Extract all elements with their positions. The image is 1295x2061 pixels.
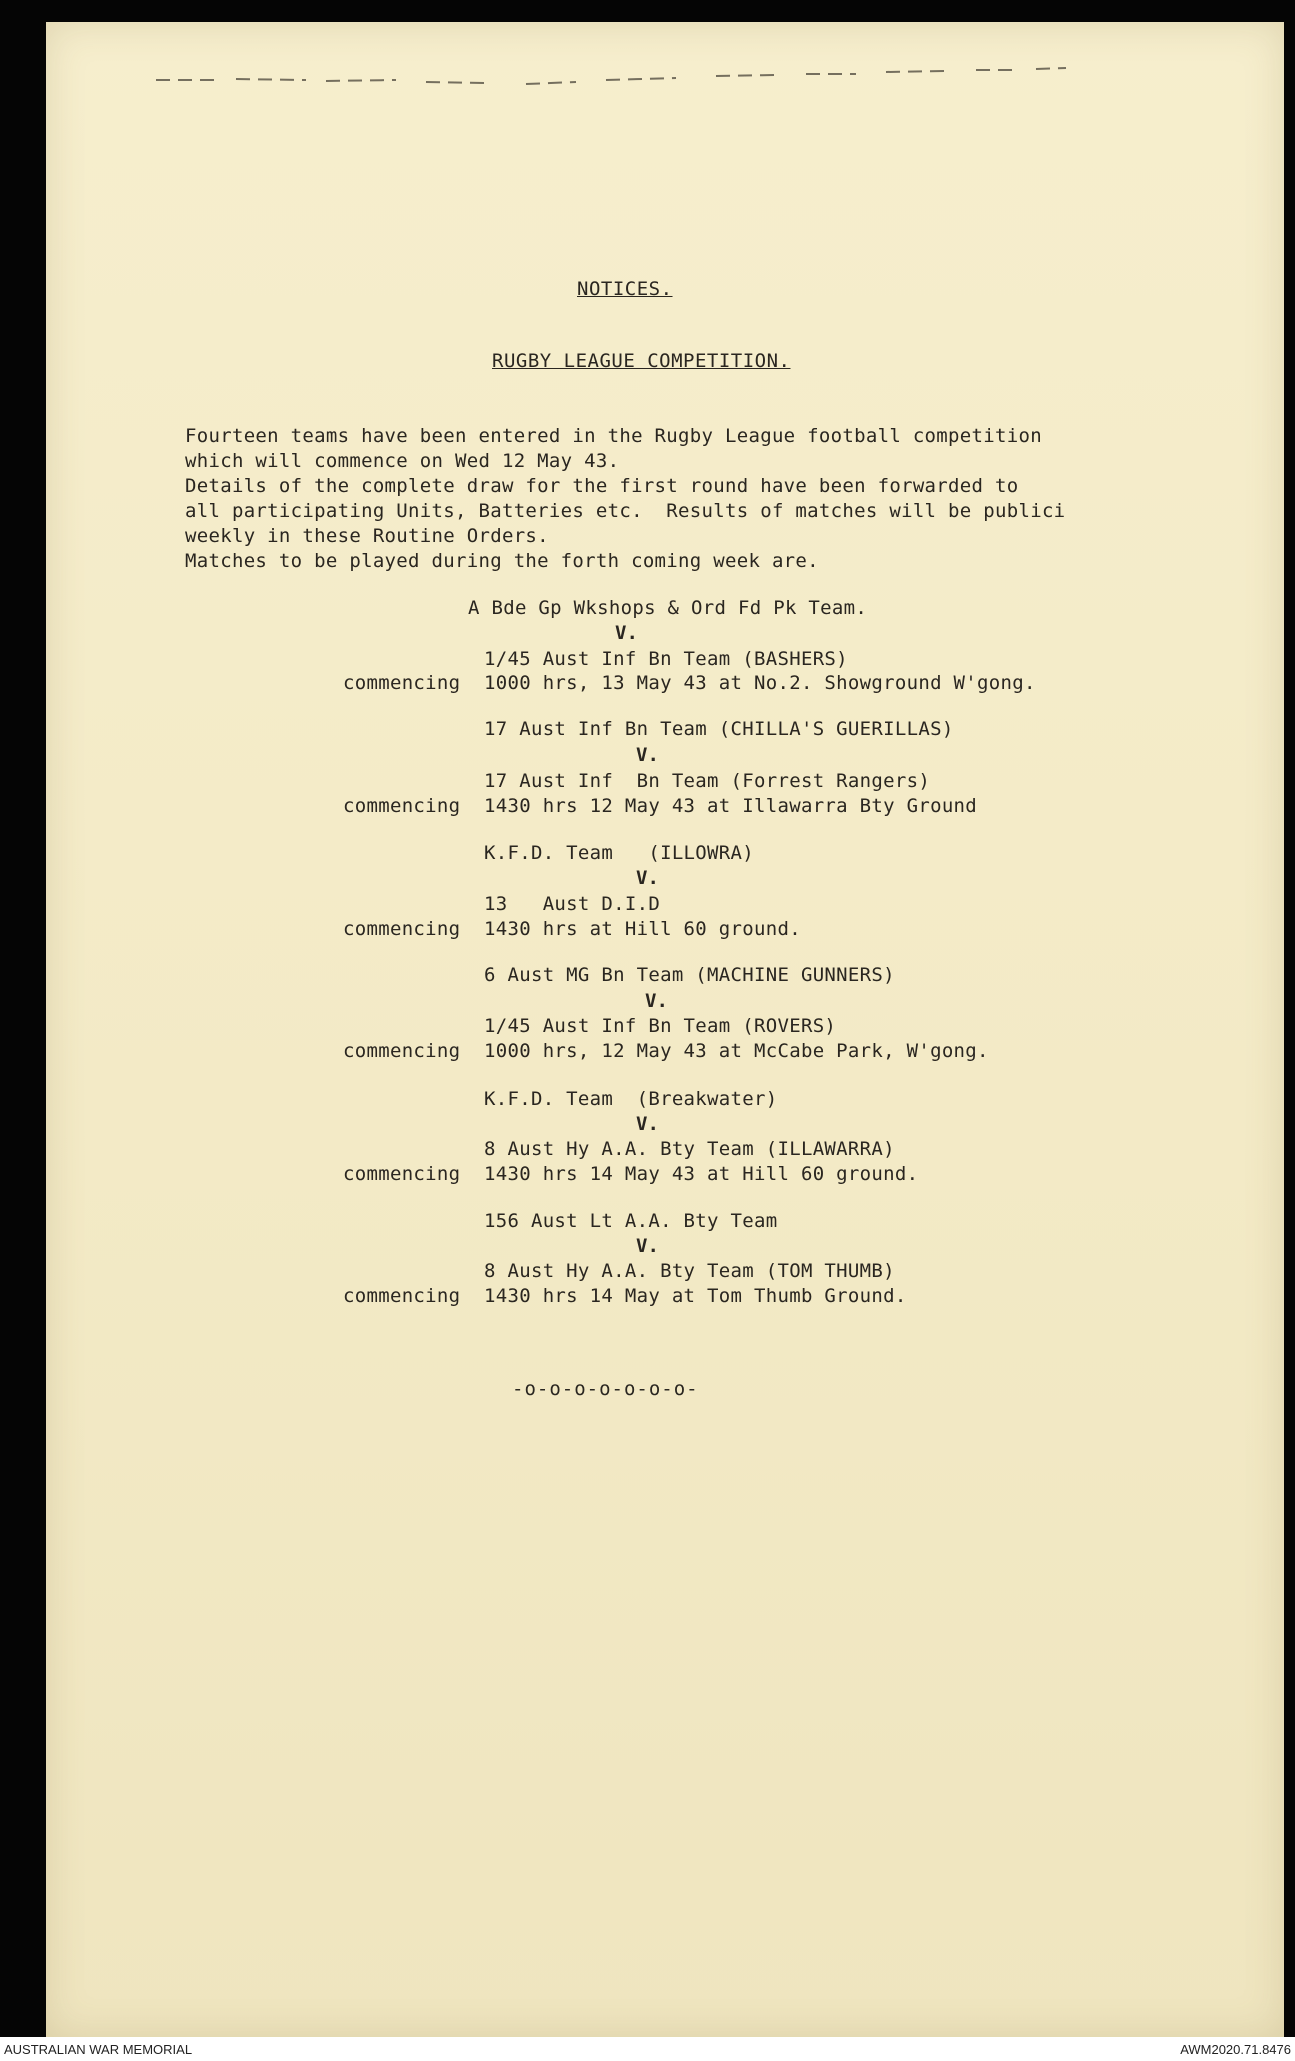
match-5-team-b: 8 Aust Hy A.A. Bty Team (ILLAWARRA) bbox=[484, 1138, 895, 1160]
footer-reference: AWM2020.71.8476 bbox=[1180, 2042, 1291, 2057]
match-2-versus: V. bbox=[636, 744, 659, 766]
match-3-team-b: 13 Aust D.I.D bbox=[484, 893, 661, 915]
paragraph-line: all participating Units, Batteries etc. Results of matches will be publici bbox=[185, 500, 1066, 522]
notices-heading: NOTICES. bbox=[577, 278, 673, 300]
match-1-team-a: A Bde Gp Wkshops & Ord Fd Pk Team. bbox=[468, 597, 868, 619]
match-1-team-b: 1/45 Aust Inf Bn Team (BASHERS) bbox=[484, 648, 848, 670]
match-6-details: 1430 hrs 14 May at Tom Thumb Ground. bbox=[484, 1285, 907, 1307]
match-2-team-a: 17 Aust Inf Bn Team (CHILLA'S GUERILLAS) bbox=[484, 718, 954, 740]
match-1-versus: V. bbox=[615, 622, 638, 644]
competition-subheading: RUGBY LEAGUE COMPETITION. bbox=[492, 350, 791, 372]
match-4-commencing-label: commencing bbox=[343, 1040, 461, 1062]
match-4-versus: V. bbox=[645, 990, 668, 1012]
match-1-details: 1000 hrs, 13 May 43 at No.2. Showground W'gong. bbox=[484, 672, 1036, 694]
match-2-team-b: 17 Aust Inf Bn Team (Forrest Rangers) bbox=[484, 770, 931, 792]
separator-line: -o-o-o-o-o-o-o- bbox=[512, 1378, 699, 1400]
paragraph-line: weekly in these Routine Orders. bbox=[185, 525, 549, 547]
match-4-details: 1000 hrs, 12 May 43 at McCabe Park, W'gong. bbox=[484, 1040, 989, 1062]
match-3-versus: V. bbox=[636, 867, 659, 889]
match-4-team-a: 6 Aust MG Bn Team (MACHINE GUNNERS) bbox=[484, 964, 895, 986]
match-3-commencing-label: commencing bbox=[343, 918, 461, 940]
match-5-team-a: K.F.D. Team (Breakwater) bbox=[484, 1088, 778, 1110]
match-5-commencing-label: commencing bbox=[343, 1163, 461, 1185]
footer-institution: AUSTRALIAN WAR MEMORIAL bbox=[4, 2042, 193, 2057]
match-3-details: 1430 hrs at Hill 60 ground. bbox=[484, 918, 801, 940]
match-4-team-b: 1/45 Aust Inf Bn Team (ROVERS) bbox=[484, 1015, 837, 1037]
match-5-versus: V. bbox=[636, 1113, 659, 1135]
match-6-versus: V. bbox=[636, 1235, 659, 1257]
match-6-commencing-label: commencing bbox=[343, 1285, 461, 1307]
paragraph-line: Matches to be played during the forth coming week are. bbox=[185, 550, 819, 572]
archive-footer bbox=[0, 2037, 1295, 2061]
paragraph-line: which will commence on Wed 12 May 43. bbox=[185, 450, 620, 472]
match-2-commencing-label: commencing bbox=[343, 795, 461, 817]
paragraph-line: Fourteen teams have been entered in the Rugby League football competition bbox=[185, 425, 1042, 447]
match-2-details: 1430 hrs 12 May 43 at Illawarra Bty Ground bbox=[484, 795, 978, 817]
match-6-team-a: 156 Aust Lt A.A. Bty Team bbox=[484, 1210, 778, 1232]
match-1-commencing-label: commencing bbox=[343, 672, 461, 694]
top-edge-dash-marks bbox=[156, 62, 1136, 102]
paragraph-line: Details of the complete draw for the first round have been forwarded to bbox=[185, 475, 1019, 497]
match-6-team-b: 8 Aust Hy A.A. Bty Team (TOM THUMB) bbox=[484, 1260, 895, 1282]
match-3-team-a: K.F.D. Team (ILLOWRA) bbox=[484, 842, 754, 864]
match-5-details: 1430 hrs 14 May 43 at Hill 60 ground. bbox=[484, 1163, 919, 1185]
